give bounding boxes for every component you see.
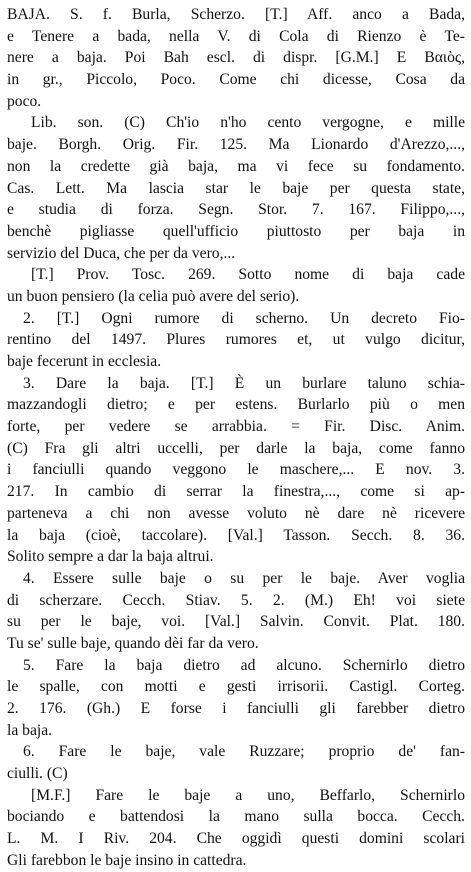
entry-text-line: 217. In cambio di serrar la finestra,..., come si ap- bbox=[7, 483, 465, 501]
entry-text-line: 2. [T.] Ogni rumore di scherno. Un decreto Fio- bbox=[23, 309, 465, 327]
entry-text-line: 4. Essere sulle baje o su per le baje. Aver voglia bbox=[23, 569, 465, 587]
entry-text-line: Cas. Lett. Ma lascia star le baje per questa state, bbox=[7, 179, 465, 197]
entry-text-line: baje. Borgh. Orig. Fir. 125. Ma Lionardo d'Arezzo,..., bbox=[7, 136, 465, 154]
entry-body bbox=[7, 4, 465, 872]
entry-text-line: su per le baje, voi. [Val.] Salvin. Convit. Plat. 180. bbox=[7, 613, 465, 631]
entry-text-line: i fanciulli quando veggono le maschere,... E nov. 3. bbox=[7, 461, 465, 479]
entry-text-line: baje fecerunt in ecclesia. bbox=[7, 353, 162, 370]
entry-text-line: e studia di forza. Segn. Stor. 7. 167. Filippo,..., bbox=[7, 201, 465, 219]
entry-text-line: non la credette già baja, ma vi fece su fondamento. bbox=[7, 157, 465, 175]
entry-text-line: [T.] Prov. Tosc. 269. Sotto nome di baja cade bbox=[31, 266, 465, 284]
entry-text-line: 2. 176. (Gh.) E forse i fanciulli gli farebber dietro bbox=[7, 700, 465, 717]
entry-text-line: parteneva a chi non avesse voluto nè dare nè ricevere bbox=[7, 504, 465, 522]
dictionary-entry-baja bbox=[7, 4, 465, 872]
entry-headline: BAJA. S. f. Burla, Scherzo. [T.] Aff. anco a Bada, bbox=[7, 6, 465, 23]
entry-text-line: poco. bbox=[7, 92, 42, 110]
entry-text-line: in gr., Piccolo, Poco. Come chi dicesse, Cosa da bbox=[7, 71, 465, 89]
entry-text-line: servizio del Duca, che per da vero,... bbox=[7, 244, 236, 262]
entry-text-line: un buon pensiero (la celia può avere del serio). bbox=[7, 287, 300, 305]
entry-text-line: 3. Dare la baja. [T.] È un burlare taluno schia- bbox=[23, 374, 465, 392]
entry-text-line: di scherzare. Cecch. Stiav. 5. 2. (M.) Eh! voi siete bbox=[7, 591, 465, 609]
entry-text-line: mazzandogli dietro; e per estens. Burlarlo più o men bbox=[7, 396, 465, 414]
entry-text-line: [M.F.] Fare le baje a uno, Beffarlo, Schernirlo bbox=[31, 786, 465, 804]
entry-text-line: (C) Fra gli altri uccelli, per darle la baja, come fanno bbox=[7, 439, 465, 457]
entry-text-line: la baja (cioè, taccolare). [Val.] Tasson. Secch. 8. 36. bbox=[7, 526, 465, 544]
entry-text-line: 5. Fare la baja dietro ad alcuno. Schernirlo dietro bbox=[23, 656, 465, 674]
entry-text-line: L. M. I Riv. 204. Che oggidì questi domini scolari bbox=[7, 830, 465, 848]
entry-text-line: benchè pigliasse quell'ufficio piuttosto per baja in bbox=[7, 222, 465, 240]
entry-text-line: bociando e battendosi la mano sulla bocca. Cecch. bbox=[7, 808, 465, 826]
entry-text-line: ciulli. (C) bbox=[7, 765, 68, 783]
entry-text-line: 6. Fare le baje, vale Ruzzare; proprio de' fan- bbox=[23, 743, 465, 761]
entry-text-line: Gli farebbon le baje insino in cattedra. bbox=[7, 851, 247, 869]
entry-text-line: Lib. son. (C) Ch'io n'ho cento vergogne, e mille bbox=[31, 114, 465, 132]
entry-text-line: Tu se' sulle baje, quando dèi far da vero. bbox=[7, 634, 259, 652]
entry-text-line: rentino del 1497. Plures rumores et, ut vulgo dicitur, bbox=[7, 331, 465, 349]
entry-text-line: forte, per vedere se arrabbia. = Fir. Disc. Anim. bbox=[7, 418, 465, 436]
entry-text-line: le spalle, con motti e gesti irrisorii. Castigl. Corteg. bbox=[7, 678, 465, 696]
entry-text-line: la baja. bbox=[7, 721, 53, 739]
entry-text-line: e Tenere a bada, nella V. di Cola di Rienzo è Te- bbox=[7, 27, 465, 45]
entry-text-line: Solito sempre a dar la baja altrui. bbox=[7, 548, 214, 566]
entry-text-line: nere a baja. Poi Bah escl. di dispr. [G.M.] E Βαιὸς, bbox=[7, 49, 465, 67]
